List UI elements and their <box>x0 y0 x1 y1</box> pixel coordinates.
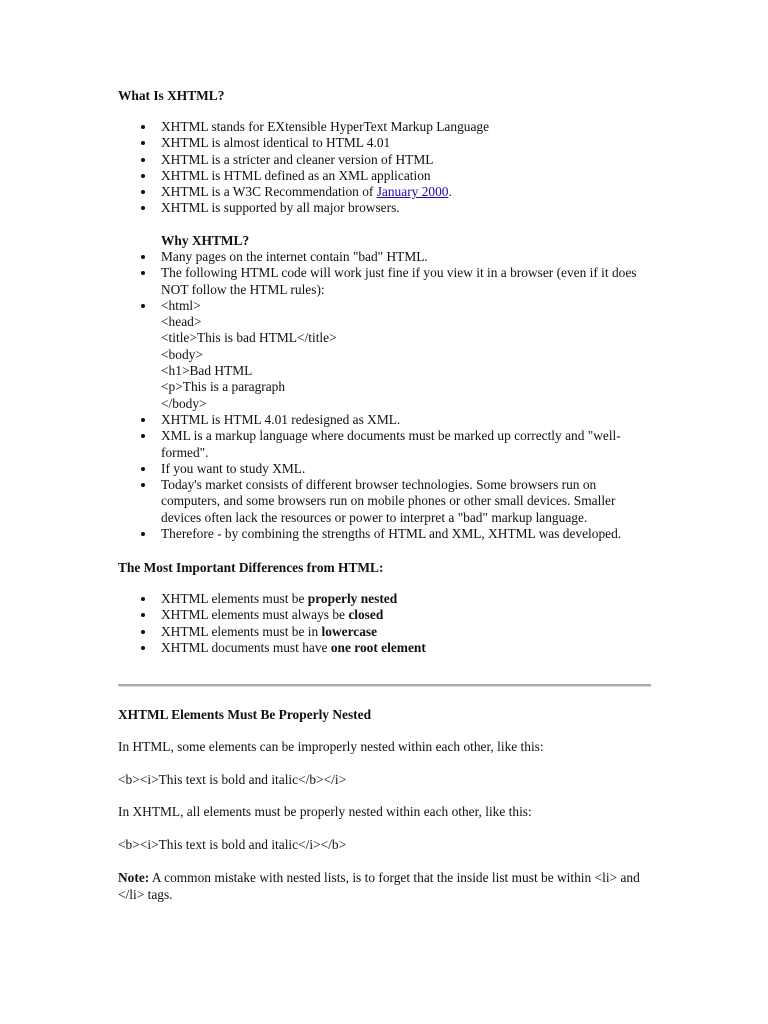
list-item: Therefore - by combining the strengths of HTML and XML, XHTML was developed. <box>118 526 656 542</box>
code-line: <html> <box>161 297 201 313</box>
note-label: Note: <box>118 870 150 885</box>
heading-why-xhtml: Why XHTML? <box>161 233 250 248</box>
code-example-item <box>118 298 656 412</box>
list-item: The following HTML code will work just fine if you view it in a browser (even if it does NOT follow the HTML rules): <box>118 265 656 298</box>
bullet-icon <box>141 158 145 162</box>
bullet-icon <box>141 141 145 145</box>
list-item: XHTML elements must be properly nested <box>118 591 656 607</box>
bullet-icon <box>141 597 145 601</box>
list-item: Today's market consists of different browser technologies. Some browsers run on computers, and some browsers run on mobile phones or other small devices. Smaller devices often lack the resources or power to interpret a "bad" markup language. <box>118 477 656 526</box>
code-line: <body> <box>161 346 203 362</box>
code-line: <head> <box>161 314 202 330</box>
list-item: XHTML documents must have one root element <box>118 640 656 656</box>
list-item: XHTML is HTML 4.01 redesigned as XML. <box>118 412 656 428</box>
list-item: XHTML is supported by all major browsers. <box>118 200 656 216</box>
bullet-icon <box>141 125 145 129</box>
bullet-icon <box>141 630 145 634</box>
list-item: XHTML is a W3C Recommendation of January 2000. <box>118 184 656 200</box>
code-line: </body> <box>161 395 207 411</box>
code-line: <p>This is a paragraph <box>161 379 286 395</box>
bullet-icon <box>141 467 145 471</box>
list-item: XHTML is HTML defined as an XML application <box>118 168 656 184</box>
bullet-icon <box>141 271 145 275</box>
heading-differences: The Most Important Differences from HTML: <box>118 560 384 575</box>
why-list <box>118 249 656 542</box>
bullet-icon <box>141 190 145 194</box>
list-item: XHTML is a stricter and cleaner version of HTML <box>118 152 656 168</box>
list-item: XHTML stands for EXtensible HyperText Markup Language <box>118 119 656 135</box>
bullet-icon <box>141 174 145 178</box>
list-item: XHTML is almost identical to HTML 4.01 <box>118 135 656 151</box>
bullet-icon <box>141 434 145 438</box>
code-improper: <b><i>This text is bold and italic</b></i> <box>118 772 347 787</box>
note-paragraph: Note: A common mistake with nested lists, is to forget that the inside list must be within <li> and </li> tags. <box>118 870 640 902</box>
heading-properly-nested: XHTML Elements Must Be Properly Nested <box>118 707 372 722</box>
bullet-icon <box>141 304 145 308</box>
bullet-icon <box>141 532 145 536</box>
intro-list <box>118 119 656 217</box>
horizontal-divider <box>118 684 651 687</box>
january-2000-link[interactable]: January 2000 <box>376 184 449 200</box>
heading-what-is-xhtml: What Is XHTML? <box>118 88 225 103</box>
list-item: If you want to study XML. <box>118 461 656 477</box>
bullet-icon <box>141 483 145 487</box>
code-proper: <b><i>This text is bold and italic</i></b> <box>118 837 347 852</box>
list-item: XHTML elements must always be closed <box>118 607 656 623</box>
code-line: <h1>Bad HTML <box>161 363 253 379</box>
bullet-icon <box>141 418 145 422</box>
list-item: XHTML elements must be in lowercase <box>118 624 656 640</box>
paragraph-improper: In HTML, some elements can be improperly nested within each other, like this: <box>118 739 544 754</box>
bullet-icon <box>141 613 145 617</box>
bullet-icon <box>141 255 145 259</box>
bullet-icon <box>141 646 145 650</box>
list-item: XML is a markup language where documents must be marked up correctly and "well-formed". <box>118 428 656 461</box>
list-item: Many pages on the internet contain "bad" HTML. <box>118 249 656 265</box>
paragraph-proper: In XHTML, all elements must be properly nested within each other, like this: <box>118 804 532 819</box>
differences-list <box>118 591 656 656</box>
bullet-icon <box>141 206 145 210</box>
code-line: <title>This is bad HTML</title> <box>161 330 337 346</box>
